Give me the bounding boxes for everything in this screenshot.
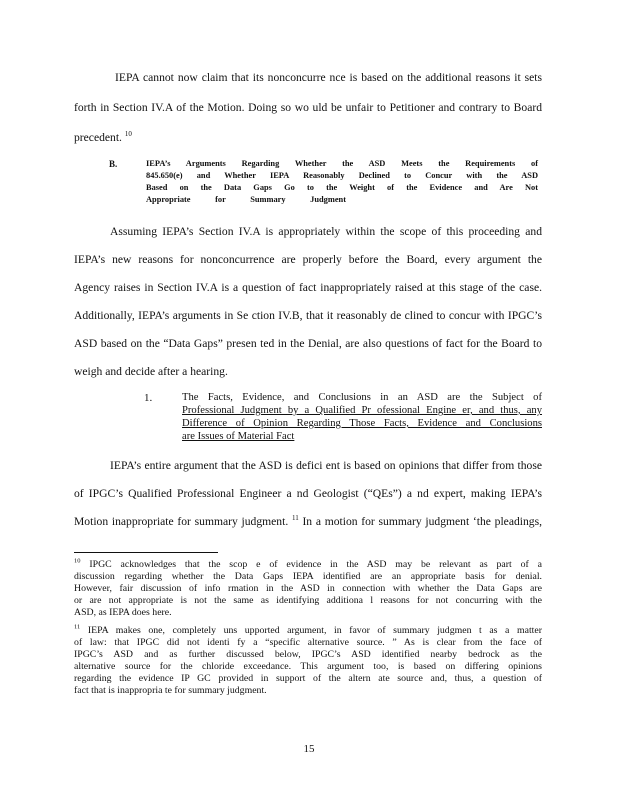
footnote-11-line-3: IPGC’s ASD and as further discussed below, IPGC’s ASD identified nearby bedrock as the (74, 649, 542, 660)
footnote-10-text-1: IPGC acknowledges that the scop e of evidence in the ASD may be relevant as part of a (89, 559, 542, 570)
paragraph-1-line-2: forth in Section IV.A of the Motion. Doing so wo uld be unfair to Petitioner and contrary to Board (74, 101, 542, 114)
paragraph-3-line-1: IEPA’s entire argument that the ASD is defici ent is based on opinions that differ from those (110, 459, 542, 472)
subsection-number-1: 1. (144, 392, 153, 404)
subsection-heading-1-line-4: are Issues of Material Fact (182, 431, 295, 442)
paragraph-3-tail: In a motion for summary judgment ‘the pleadings, (302, 515, 542, 528)
footnote-10-line-5: ASD, as IEPA does here. (74, 607, 172, 618)
paragraph-2-line-4: Additionally, IEPA’s arguments in Se ction IV.B, that it reasonably de clined to concur with IPGC’s (74, 309, 542, 322)
paragraph-3-text: Motion inappropriate for summary judgment. (74, 515, 289, 528)
footnote-11-line-1 (74, 625, 542, 636)
paragraph-2-line-1: Assuming IEPA’s Section IV.A is appropriately within the scope of this proceeding and (110, 225, 542, 238)
footnote-11-line-2: of law: that IPGC did not identi fy a “specific alternative source. ” As is clear from the face of (74, 637, 542, 648)
subsection-heading-1-line-1: The Facts, Evidence, and Conclusions in an ASD are the Subject of (182, 392, 542, 403)
paragraph-2-line-5: ASD based on the “Data Gaps” presen ted in the Denial, are also questions of fact for the Board to (74, 337, 542, 350)
footnote-11-line-6: fact that is inappropria te for summary judgment. (74, 685, 267, 696)
footnote-10-line-2: discussion regarding whether the Data Gaps IEPA identified are an appropriate basis for denial. (74, 571, 542, 582)
footnote-11-line-4: alternative source for the chloride exceedance. This argument too, is based on differing opinions (74, 661, 542, 672)
section-heading-b-line-4: Appropriate for Summary Judgment (146, 195, 346, 204)
paragraph-1-line-1: IEPA cannot now claim that its nonconcurre nce is based on the additional reasons it sets (115, 71, 542, 84)
section-letter-b: B. (109, 159, 118, 169)
paragraph-3-line-3 (74, 515, 542, 529)
footnote-10-line-3: However, fair discussion of info rmation in the ASD in connection with whether the Data Gaps are (74, 583, 542, 594)
paragraph-2-line-6: weigh and decide after a hearing. (74, 365, 228, 378)
footnote-11-line-5: regarding the evidence IP GC provided in support of the altern ate source and, thus, a question of (74, 673, 542, 684)
page-number: 15 (303, 743, 315, 755)
footnote-10-line-1 (74, 559, 542, 570)
paragraph-2-line-3: Agency raises in Section IV.A is a question of fact inappropriately raised at this stage of the case. (74, 281, 542, 294)
footnote-ref-10: 10 (124, 130, 132, 139)
footnote-11-text-1: IEPA makes one, completely uns upported argument, in favor of summary judgmen t as a matter (87, 625, 543, 636)
section-heading-b-line-2: 845.650(e) and Whether IEPA Reasonably Declined to Concur with the ASD (146, 171, 538, 180)
footnote-separator (74, 552, 218, 553)
paragraph-1-line-3 (74, 131, 542, 145)
footnote-10-mark: 10 (74, 557, 81, 565)
paragraph-3-line-2: of IPGC’s Qualified Professional Engineer a nd Geologist (“QEs”) a nd expert, making IEPA’s (74, 487, 542, 500)
footnote-11-mark: 11 (74, 623, 81, 631)
section-heading-b-line-1: IEPA’s Arguments Regarding Whether the ASD Meets the Requirements of (146, 159, 538, 168)
footnote-10-line-4: or are not appropriate is not the same as identifying additiona l reasons for not concurring with the (74, 595, 542, 606)
footnote-ref-11: 11 (291, 514, 299, 523)
subsection-heading-1-line-3: Difference of Opinion Regarding Those Facts, Evidence and Conclusions (182, 418, 542, 429)
section-heading-b-line-3: Based on the Data Gaps Go to the Weight of the Evidence and Are Not (146, 183, 538, 192)
paragraph-2-line-2: IEPA’s new reasons for nonconcurrence are properly before the Board, every argument the (74, 253, 542, 266)
paragraph-1-text: precedent. (74, 131, 122, 144)
subsection-heading-1-line-2: Professional Judgment by a Qualified Pr ofessional Engine er, and thus, any (182, 405, 542, 416)
